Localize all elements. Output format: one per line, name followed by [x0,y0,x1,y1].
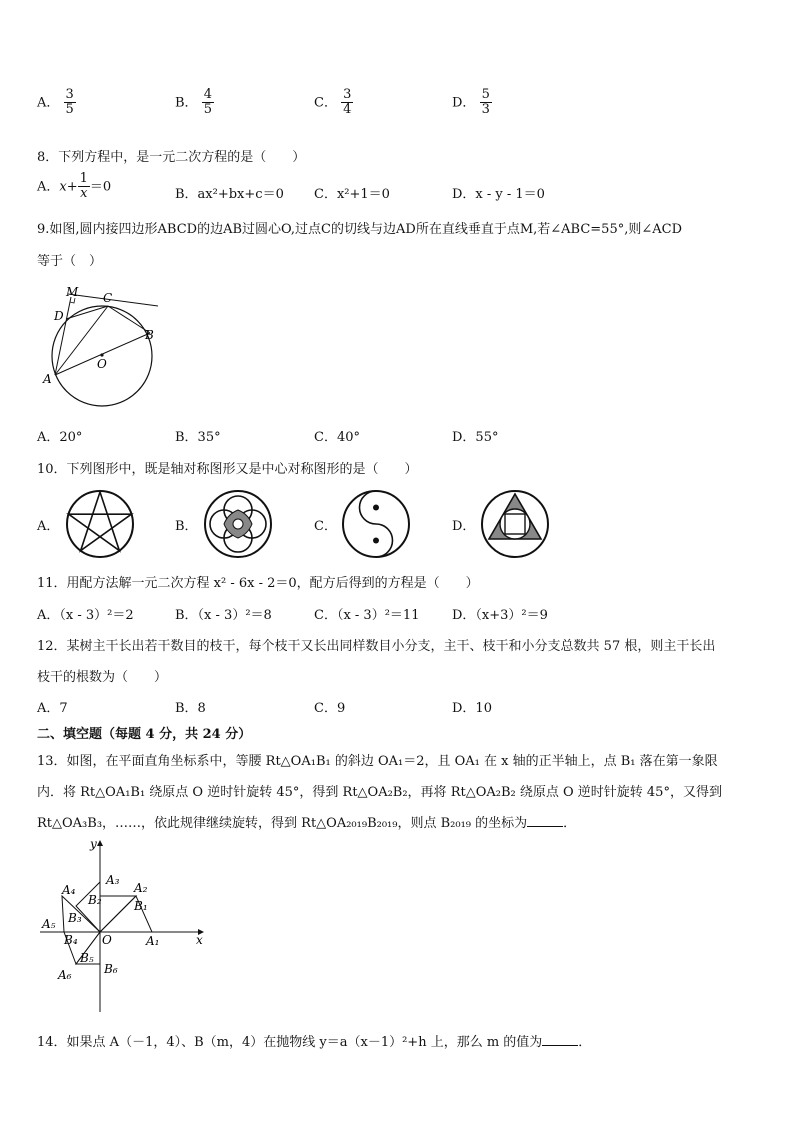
q10-stem: 10．下列图形中，既是轴对称图形又是中心对称图形的是（ ） [37,462,418,477]
label-a6: A₆ [58,968,72,982]
segment-cb [108,306,150,333]
q9-option-c: C．40° [314,430,360,445]
q11-option-c: C．（x - 3）²＝11 [314,608,420,623]
q8-stem: 8．下列方程中，是一元二次方程的是（ ） [37,150,306,165]
label-y: y [90,837,97,851]
triangle-2 [100,896,136,932]
label-b2: B₂ [88,893,102,907]
q12-option-b: B．8 [175,701,206,716]
q14-text: 14．如果点 A（－1，4）、B（m，4）在抛物线 y＝a（x－1）²+h 上，那么 m 的值为 [37,1035,543,1050]
q10-option-d-label: D． [452,519,476,534]
q8-option-c: C．x²+1＝0 [314,187,390,202]
label-b3: B₃ [68,911,82,925]
section-heading: 二、填空题（每题 4 分，共 24 分） [37,727,252,742]
q9-option-a: A．20° [37,430,83,445]
expr-part: x+ [59,179,78,195]
q14-end: ． [578,1035,592,1050]
answer-blank [527,814,563,827]
q11-stem: 11．用配方法解一元二次方程 x² - 6x - 2＝0，配方后得到的方程是（ ） [37,576,479,591]
q12-option-a: A．7 [37,701,68,716]
four-petal-flower-figure [202,488,274,560]
q10-option-c-label: C． [314,519,337,534]
q13-coordinate-figure [36,836,208,1016]
q9-option-b: B．35° [175,430,221,445]
label-b6: B₆ [104,962,118,976]
q12-option-d: D．10 [452,701,492,716]
label-b4: B₄ [64,933,78,947]
q12-option-c: C．9 [314,701,346,716]
q8-option-b: B．ax²+bx+c＝0 [175,187,284,202]
numerator: 3 [343,87,352,102]
yin-yang-figure [340,488,412,560]
option-label: A． [37,95,60,111]
expr-part: ＝0 [89,179,112,195]
label-a5: A₅ [42,917,56,931]
q8-option-a [37,172,111,202]
numerator: 3 [65,87,74,102]
label-o: O [97,357,107,371]
y-arrow [97,840,103,846]
label-a: A [43,372,52,386]
q13-line3-text: Rt△OA₃B₃，……，依此规律继续旋转，得到 Rt△OA₂₀₁₉B₂₀₁₉，则点 B₂₀₁₉ 的坐标为 [37,816,528,831]
fraction [78,172,90,202]
label-m: M [66,285,79,299]
numerator: 5 [481,87,490,102]
label-b1: B₁ [134,899,148,913]
q7-option-d [452,88,492,118]
label-c: C [103,291,113,305]
numerator: 1 [79,171,88,186]
denominator: 3 [481,102,490,118]
q10-option-a-label: A． [37,519,60,534]
label-d: D [54,309,64,323]
q13-line3-end: ． [563,816,577,831]
q11-option-b: B．（x - 3）²＝8 [175,608,272,623]
label-o: O [102,933,112,947]
triangle-square-circle-figure [479,488,551,560]
pentagram-in-circle-figure [64,488,136,560]
denominator: x [80,186,88,202]
fraction [64,88,76,118]
q12-stem-line1: 12．某树主干长出若干数目的枝干，每个枝干又长出同样数目小分支，主干、枝干和小分支总数共 57 根，则主干长出 [37,639,716,654]
option-label: A． [37,179,60,195]
label-a3: A₃ [106,873,120,887]
q14-line [37,1031,591,1050]
q9-option-d: D．55° [452,430,499,445]
q13-line2: 内．将 Rt△OA₁B₁ 绕原点 O 逆时针旋转 45°，得到 Rt△OA₂B₂，再将 Rt△OA₂B₂ 绕原点 O 逆时针旋转 45°，又得到 [37,785,722,800]
q11-option-d: D．（x+3）²＝9 [452,608,548,623]
q10-option-b-label: B． [175,519,198,534]
numerator: 4 [203,87,212,102]
label-b: B [145,328,154,342]
q9-circle-figure [40,284,170,410]
label-a1: A₁ [146,934,160,948]
q8-option-d: D．x - y - 1＝0 [452,187,545,202]
label-a2: A₂ [134,881,148,895]
q11-option-a: A．（x - 3）²＝2 [37,608,134,623]
option-label: D． [452,95,476,111]
denominator: 5 [203,102,212,118]
label-b5: B₅ [80,951,94,965]
q12-stem-line2: 枝干的根数为（ ） [37,670,168,685]
option-label: B． [175,95,198,111]
tangent-line [68,294,158,306]
answer-blank [542,1033,578,1046]
denominator: 5 [65,102,74,118]
label-x: x [196,933,203,947]
q9-stem-line2: 等于（ ） [37,254,103,269]
q7-option-c [314,88,353,118]
q13-line1: 13．如图，在平面直角坐标系中，等腰 Rt△OA₁B₁ 的斜边 OA₁＝2，且 OA₁ 在 x 轴的正半轴上，点 B₁ 落在第一象限 [37,754,718,769]
denominator: 4 [343,102,352,118]
fraction [341,88,353,118]
q7-option-a [37,88,76,118]
fraction [202,88,214,118]
option-label: C． [314,95,337,111]
q7-option-b [175,88,214,118]
q9-stem-line1: 9.如图,圆内接四边形ABCD的边AB过圆心O,过点C的切线与边AD所在直线垂直于点M,若∠ABC=55°,则∠ACD [37,222,682,237]
fraction [480,88,492,118]
label-a4: A₄ [62,883,76,897]
q13-line3 [37,812,576,831]
